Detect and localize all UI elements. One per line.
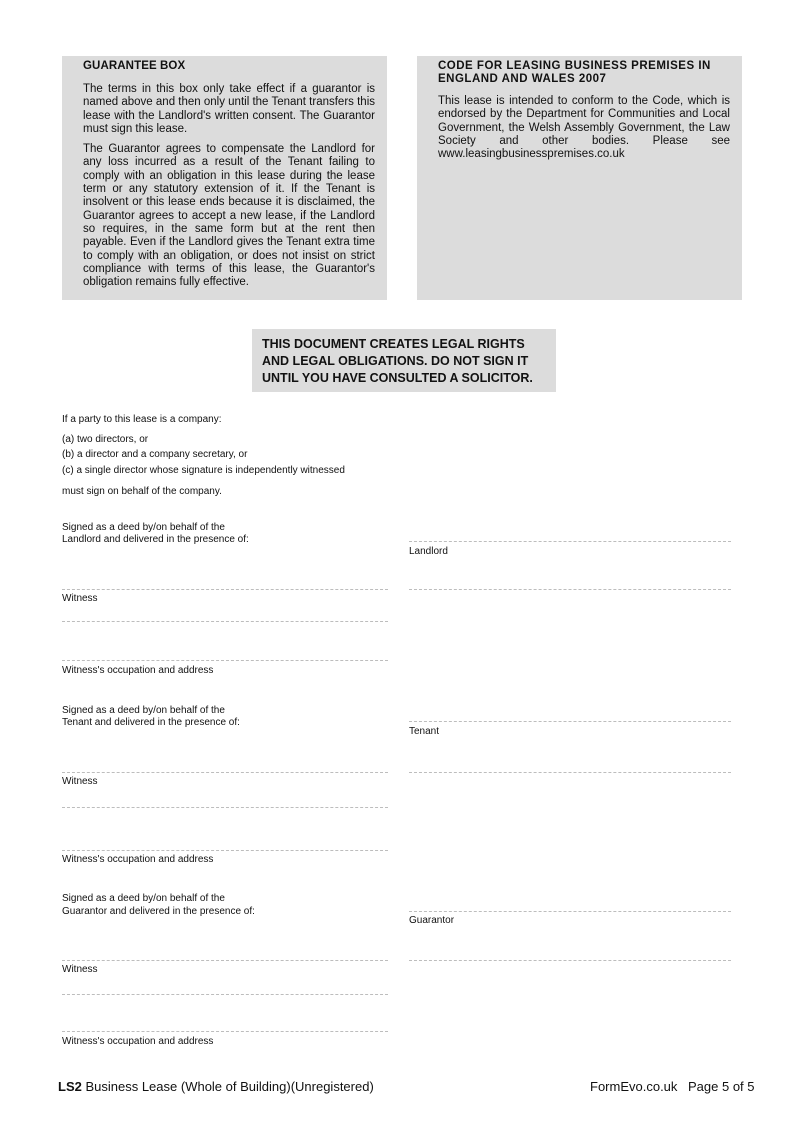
witness-occupation-line[interactable] (62, 1031, 388, 1032)
footer-document-title (58, 1079, 374, 1094)
landlord-label: Landlord (409, 546, 448, 557)
guarantee-box (62, 56, 387, 300)
guarantor-signature-line[interactable] (409, 911, 731, 912)
landlord-second-signature-line[interactable] (409, 589, 731, 590)
tenant-second-signature-line[interactable] (409, 772, 731, 773)
footer-site: FormEvo.co.uk (590, 1079, 678, 1094)
company-note-option: (c) a single director whose signature is independently witnessed (62, 465, 345, 476)
tenant-label: Tenant (409, 726, 440, 737)
company-note-outro: must sign on behalf of the company. (62, 486, 222, 497)
company-note-option: (b) a director and a company secretary, or (62, 449, 248, 460)
witness-occupation-label: Witness's occupation and address (62, 1036, 214, 1047)
company-note-intro: If a party to this lease is a company: (62, 414, 222, 425)
tenant-signature-line[interactable] (409, 721, 731, 722)
guarantor-label: Guarantor (409, 915, 455, 926)
witness-signature-line[interactable] (62, 589, 388, 590)
witness-occupation-line[interactable] (62, 660, 388, 661)
signed-as-deed-text: Tenant and delivered in the presence of: (62, 717, 240, 728)
witness-signature-line[interactable] (62, 960, 388, 961)
guarantee-box-paragraph: The terms in this box only take effect if a guarantor is named above and then only until the Tenant transfers this lease with the Landlord's written consent. The Guarantor must sign this lease. (83, 83, 375, 135)
signed-as-deed-text: Guarantor and delivered in the presence of: (62, 906, 255, 917)
company-note-option: (a) two directors, or (62, 434, 149, 445)
signed-as-deed-text: Landlord and delivered in the presence of: (62, 534, 249, 545)
witness-label: Witness (62, 964, 98, 975)
footer-page-number: Page 5 of 5 (688, 1079, 755, 1094)
code-box-text: This lease is intended to conform to the Code, which is endorsed by the Department for Communities and Local Government, the Welsh Assembly Government, the Law Society and other bodies. Please see www.leasingbusinesspremises.co.uk (438, 95, 730, 161)
signed-as-deed-text: Signed as a deed by/on behalf of the (62, 893, 225, 904)
witness-name-line[interactable] (62, 994, 388, 995)
witness-name-line[interactable] (62, 807, 388, 808)
legal-warning-line: THIS DOCUMENT CREATES LEGAL RIGHTS (262, 337, 525, 351)
footer-form-code: LS2 (58, 1079, 82, 1094)
legal-warning-box (252, 329, 556, 392)
witness-label: Witness (62, 593, 98, 604)
footer-form-title: Business Lease (Whole of Building)(Unregistered) (85, 1079, 374, 1094)
witness-occupation-label: Witness's occupation and address (62, 854, 214, 865)
signed-as-deed-text: Signed as a deed by/on behalf of the (62, 522, 225, 533)
witness-name-line[interactable] (62, 621, 388, 622)
code-box (417, 56, 742, 300)
witness-label: Witness (62, 776, 98, 787)
witness-occupation-line[interactable] (62, 850, 388, 851)
witness-signature-line[interactable] (62, 772, 388, 773)
guarantee-box-paragraph: The Guarantor agrees to compensate the Landlord for any loss incurred as a result of the Tenant failing to comply with an obligation in this lease during the lease term or any statutory extension of it. If the Tenant is insolvent or this lease ends because it is disclaimed, the Guarantor agrees to accept a new lease, if the Landlord so requires, in the same form but at the rent then payable. Even if the Landlord gives the Tenant extra time to comply with an obligation, or does not insist on strict compliance with terms of this lease, the Guarantor's obligation remains fully effective. (83, 143, 375, 289)
signed-as-deed-text: Signed as a deed by/on behalf of the (62, 705, 225, 716)
legal-warning-line: UNTIL YOU HAVE CONSULTED A SOLICITOR. (262, 371, 533, 385)
legal-warning-line: AND LEGAL OBLIGATIONS. DO NOT SIGN IT (262, 354, 529, 368)
landlord-signature-line[interactable] (409, 541, 731, 542)
witness-occupation-label: Witness's occupation and address (62, 665, 214, 676)
guarantor-second-signature-line[interactable] (409, 960, 731, 961)
code-box-title: CODE FOR LEASING BUSINESS PREMISES IN ENGLAND AND WALES 2007 (438, 60, 711, 85)
guarantee-box-title: GUARANTEE BOX (83, 60, 186, 72)
